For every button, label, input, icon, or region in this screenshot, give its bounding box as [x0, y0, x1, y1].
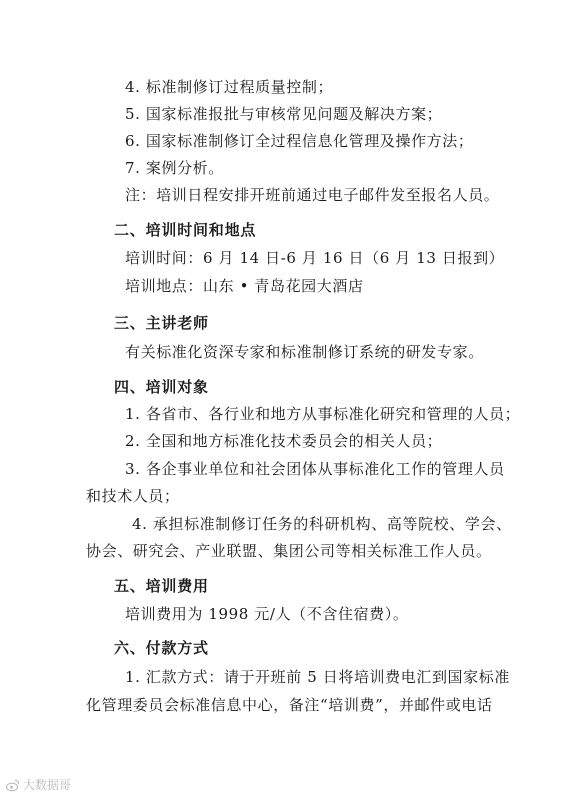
list-item-7: 7. 案例分析。: [125, 159, 224, 177]
audience-item-3-line-1: 3. 各企事业单位和社会团体从事标准化工作的管理人员: [125, 460, 505, 478]
section-heading-audience: 四、培训对象: [114, 378, 209, 396]
audience-item-4-line-2: 协会、研究会、产业联盟、集团公司等相关标准工作人员。: [86, 542, 492, 560]
instructors-text: 有关标准化资深专家和标准制修订系统的研发专家。: [125, 343, 484, 361]
list-item-5: 5. 国家标准报批与审核常见问题及解决方案；: [125, 105, 443, 123]
section-heading-time-place: 二、培训时间和地点: [114, 221, 257, 239]
audience-item-1: 1. 各省市、各行业和地方从事标准化研究和管理的人员；: [125, 405, 521, 423]
schedule-note: 注：培训日程安排开班前通过电子邮件发至报名人员。: [125, 186, 500, 204]
section-heading-payment: 六、付款方式: [114, 639, 209, 657]
weibo-logo-icon: [6, 778, 20, 792]
section-heading-fees: 五、培训费用: [114, 577, 209, 595]
audience-item-4-line-1: 4. 承担标准制修订任务的科研机构、高等院校、学会、: [132, 515, 512, 533]
watermark-text: 大数据哥: [23, 778, 72, 792]
payment-line-2: 化管理委员会标准信息中心，备注“培训费”，并邮件或电话: [86, 696, 493, 714]
list-item-4: 4. 标准制修订过程质量控制；: [125, 78, 334, 96]
list-item-6: 6. 国家标准制修订全过程信息化管理及操作方法；: [125, 132, 474, 150]
payment-line-1: 1. 汇款方式：请于开班前 5 日将培训费电汇到国家标准: [125, 668, 510, 686]
fee-text: 培训费用为 1998 元/人（不含住宿费）。: [125, 605, 409, 623]
training-place: 培训地点：山东 • 青岛花园大酒店: [125, 277, 364, 295]
section-heading-instructors: 三、主讲老师: [114, 314, 209, 332]
audience-item-2: 2. 全国和地方标准化技术委员会的相关人员；: [125, 432, 443, 450]
watermark: [6, 776, 71, 793]
audience-item-3-line-2: 和技术人员；: [86, 487, 180, 505]
training-time: 培训时间：6 月 14 日-6 月 16 日（6 月 13 日报到）: [125, 249, 505, 267]
